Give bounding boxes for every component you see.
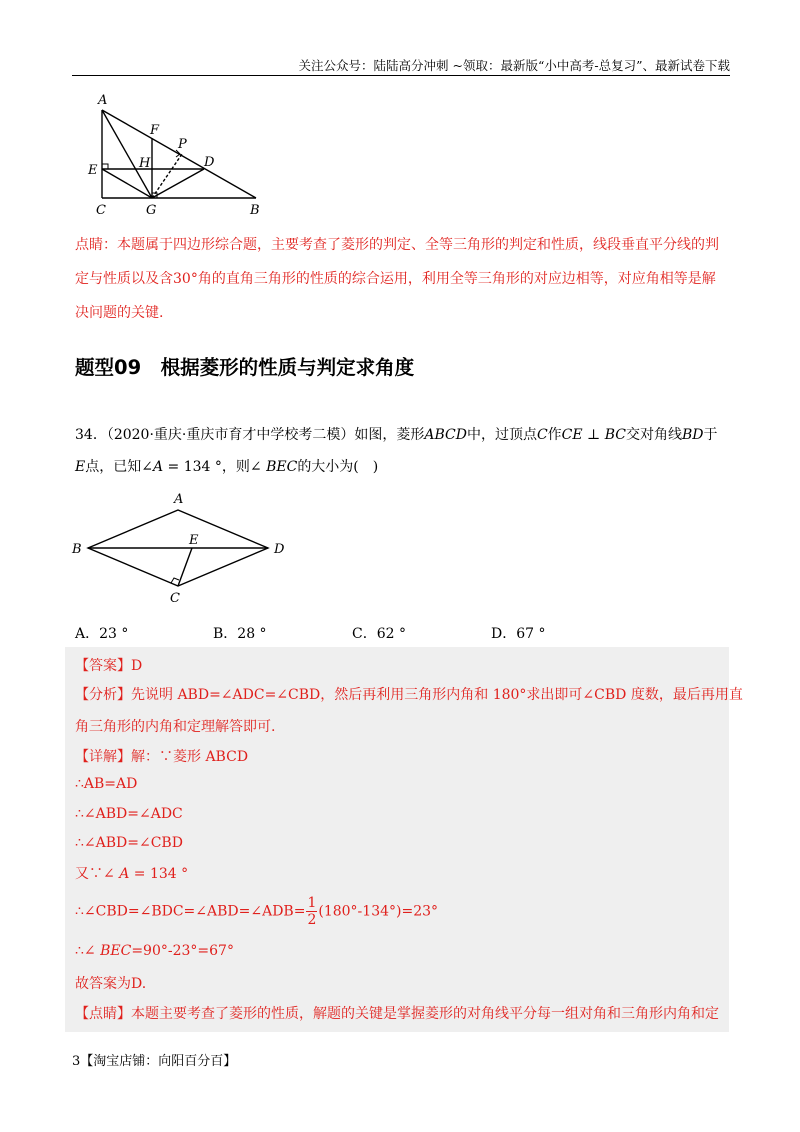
- label-d: D: [204, 155, 215, 170]
- option-c: C．62 °: [352, 626, 406, 642]
- label-a: A: [174, 492, 184, 507]
- page-header: 关注公众号：陆陆高分冲刺 ~领取：最新版“小中高考-总复习”、最新试卷下载: [298, 58, 730, 73]
- figure-triangle-abc: [80, 90, 280, 220]
- detail-line-5: 又∵∠ A = 134 °: [75, 866, 189, 882]
- label-h: H: [139, 156, 151, 171]
- label-e: E: [88, 163, 98, 178]
- label-a: A: [98, 93, 108, 108]
- detail-line-4: ∴∠ABD=∠CBD: [75, 835, 183, 851]
- question-line-1: 34．（2020·重庆·重庆市育才中学校考二模）如图，菱形ABCD中，过顶点C作CE ⊥ BC交对角线BD于: [75, 427, 718, 443]
- header-divider: [72, 75, 730, 76]
- page-footer: 3【淘宝店铺：向阳百分百】: [72, 1054, 237, 1069]
- detail-line-2: ∴AB=AD: [75, 776, 138, 792]
- comment-block: [75, 228, 735, 330]
- segment-ag: [102, 110, 152, 198]
- detail-line-6: ∴∠CBD=∠BDC=∠ABD=∠ADB= $\frac{1}{2}$ (180°-134°)=23°: [75, 895, 439, 928]
- comment-line-1: 点睛：本题属于四边形综合题，主要考查了菱形的判定、全等三角形的判定和性质，线段垂直平分线的判: [75, 237, 719, 253]
- label-d: D: [274, 542, 285, 557]
- answer-line: 【答案】D: [75, 658, 143, 674]
- comment-line-2: 定与性质以及含30°角的直角三角形的性质的综合运用，利用全等三角形的对应边相等，对应角相等是解: [75, 271, 716, 287]
- segment-ab: [102, 110, 256, 198]
- section-title: 题型09 根据菱形的性质与判定求角度: [75, 356, 415, 379]
- option-d: D．67 °: [491, 626, 546, 642]
- figure-rhombus-abcd: [62, 488, 302, 608]
- segment-gp: [152, 154, 182, 198]
- label-f: F: [150, 123, 160, 138]
- detail-line-7: ∴∠ BEC=90°-23°=67°: [75, 943, 234, 959]
- analysis-line-1: 【分析】先说明 ABD=∠ADC=∠CBD，然后再利用三角形内角和 180°求出即可∠CBD 度数，最后再用直: [75, 687, 743, 703]
- label-e: E: [189, 533, 199, 548]
- label-b: B: [72, 542, 82, 557]
- label-c: C: [170, 591, 180, 606]
- question-line-2: E点，已知∠A = 134 °，则∠ BEC的大小为( ): [75, 459, 379, 475]
- option-a: A．23 °: [75, 626, 129, 642]
- detail-line-1: 【详解】解：∵菱形 ABCD: [75, 749, 249, 765]
- label-g: G: [146, 203, 157, 218]
- detail-line-8: 故答案为D.: [75, 976, 147, 992]
- comment-line-3: 决问题的关键.: [75, 305, 164, 321]
- option-b: B．28 °: [213, 626, 267, 642]
- analysis-line-2: 角三角形的内角和定理解答即可.: [75, 719, 276, 735]
- segment-gd: [152, 169, 204, 198]
- label-c: C: [96, 203, 106, 218]
- detail-line-3: ∴∠ABD=∠ADC: [75, 806, 183, 822]
- label-p: P: [178, 137, 187, 152]
- comment-line: 【点睛】本题主要考查了菱形的性质，解题的关键是掌握菱形的对角线平分每一组对角和三角形内角和定: [75, 1006, 719, 1022]
- label-b: B: [250, 203, 260, 218]
- fraction-one-half: $\frac{1}{2}$: [307, 895, 317, 928]
